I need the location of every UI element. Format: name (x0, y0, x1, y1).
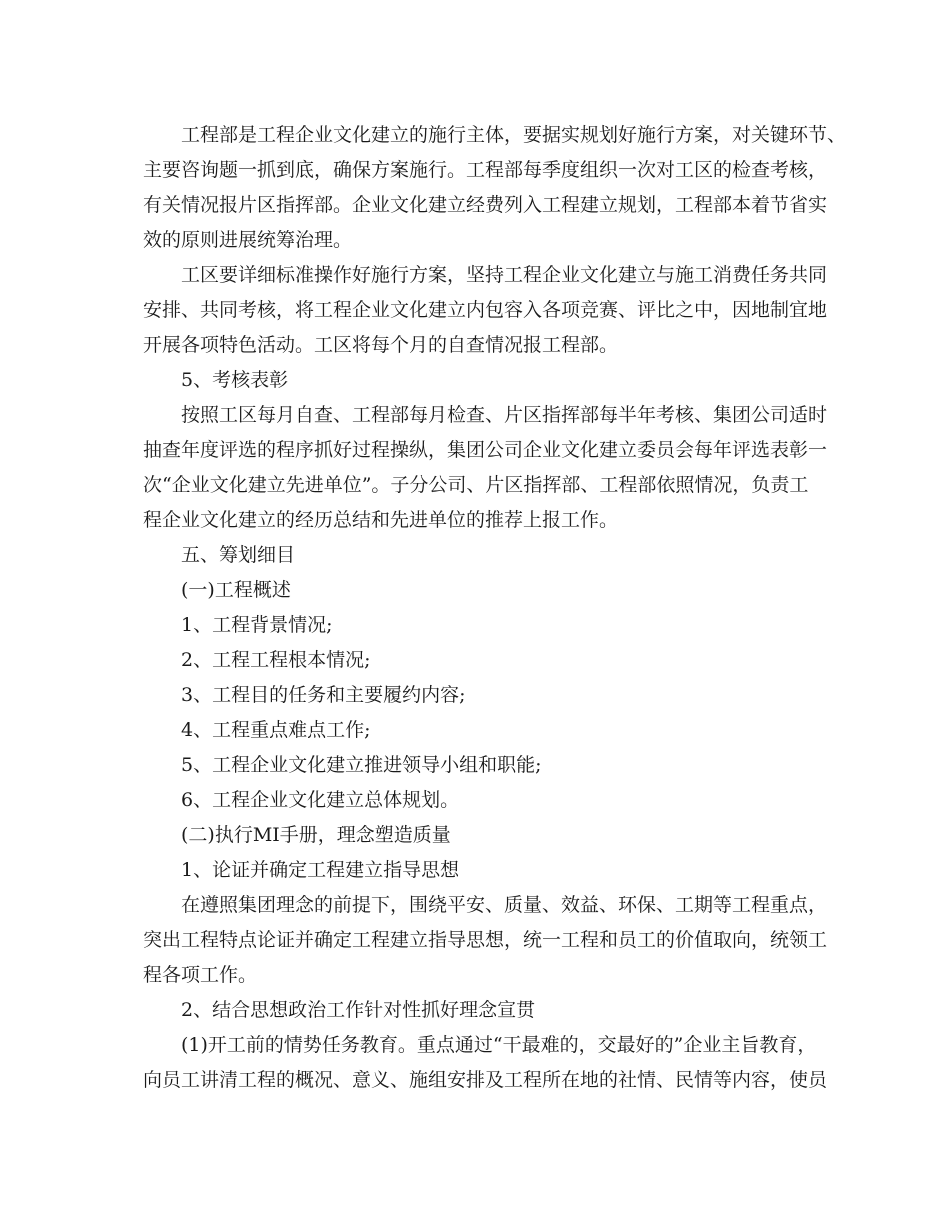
text-line: 效的原则进展统筹治理。 (143, 229, 353, 251)
heading-concept-publicity (143, 993, 813, 1028)
paragraph-assessment-process (143, 398, 828, 538)
text-line: 工区要详细标准操作好施行方案，坚持工程企业文化建立与施工消费任务共同 (181, 264, 828, 286)
document-body (143, 118, 847, 1098)
text-line: 工程部是工程企业文化建立的施行主体，要据实规划好施行方案，对关键环节、 (181, 124, 847, 146)
text-line: 5、考核表彰 (181, 369, 289, 391)
list-item (143, 608, 813, 643)
text-line: 5、工程企业文化建立推进领导小组和职能; (181, 754, 542, 776)
text-line: 次“企业文化建立先进单位”。子分公司、片区指挥部、工程部依照情况，负责工 (143, 474, 809, 496)
paragraph-project-department-role (143, 118, 847, 258)
text-line: 有关情况报片区指挥部。企业文化建立经费列入工程建立规划，工程部本着节省实 (143, 194, 828, 216)
list-item (143, 643, 813, 678)
list-item (143, 713, 813, 748)
paragraph-pre-construction-education (143, 1028, 828, 1098)
paragraph-guiding-ideology (143, 888, 828, 993)
heading-guiding-ideology (143, 853, 813, 888)
text-line: 1、论证并确定工程建立指导思想 (181, 859, 460, 881)
heading-project-overview (143, 573, 813, 608)
list-item (143, 783, 813, 818)
text-line: 抽查年度评选的程序抓好过程操纵，集团公司企业文化建立委员会每年评选表彰一 (143, 439, 828, 461)
heading-mi-manual (143, 818, 813, 853)
text-line: 4、工程重点难点工作; (181, 719, 371, 741)
text-line: 1、工程背景情况; (181, 614, 333, 636)
heading-section-five (143, 538, 813, 573)
text-line: 突出工程特点论证并确定工程建立指导思想，统一工程和员工的价值取向，统领工 (143, 929, 828, 951)
list-item (143, 748, 813, 783)
text-line: 在遵照集团理念的前提下，围绕平安、质量、效益、环保、工期等工程重点， (181, 894, 828, 916)
text-line: (一)工程概述 (181, 579, 291, 601)
text-line: 3、工程目的任务和主要履约内容; (181, 684, 466, 706)
heading-assessment-commendation (143, 363, 813, 398)
text-line: 向员工讲清工程的概况、意义、施组安排及工程所在地的社情、民情等内容，使员 (143, 1069, 828, 1091)
text-line: 2、结合思想政治工作针对性抓好理念宣贯 (181, 999, 536, 1021)
text-line: 开展各项特色活动。工区将每个月的自查情况报工程部。 (143, 334, 619, 356)
paragraph-work-area-role (143, 258, 828, 363)
text-line: (二)执行MI手册，理念塑造质量 (181, 824, 451, 846)
text-line: 程各项工作。 (143, 964, 258, 986)
text-line: 按照工区每月自查、工程部每月检查、片区指挥部每半年考核、集团公司适时 (181, 404, 828, 426)
text-line: (1)开工前的情势任务教育。重点通过“干最难的，交最好的”企业主旨教育， (181, 1034, 817, 1056)
text-line: 6、工程企业文化建立总体规划。 (181, 789, 460, 811)
list-item (143, 678, 813, 713)
text-line: 安排、共同考核，将工程企业文化建立内包容入各项竞赛、评比之中，因地制宜地 (143, 299, 828, 321)
text-line: 2、工程工程根本情况; (181, 649, 371, 671)
text-line: 五、筹划细目 (181, 544, 296, 566)
text-line: 主要咨询题一抓到底，确保方案施行。工程部每季度组织一次对工区的检查考核， (143, 159, 828, 181)
text-line: 程企业文化建立的经历总结和先进单位的推荐上报工作。 (143, 509, 619, 531)
